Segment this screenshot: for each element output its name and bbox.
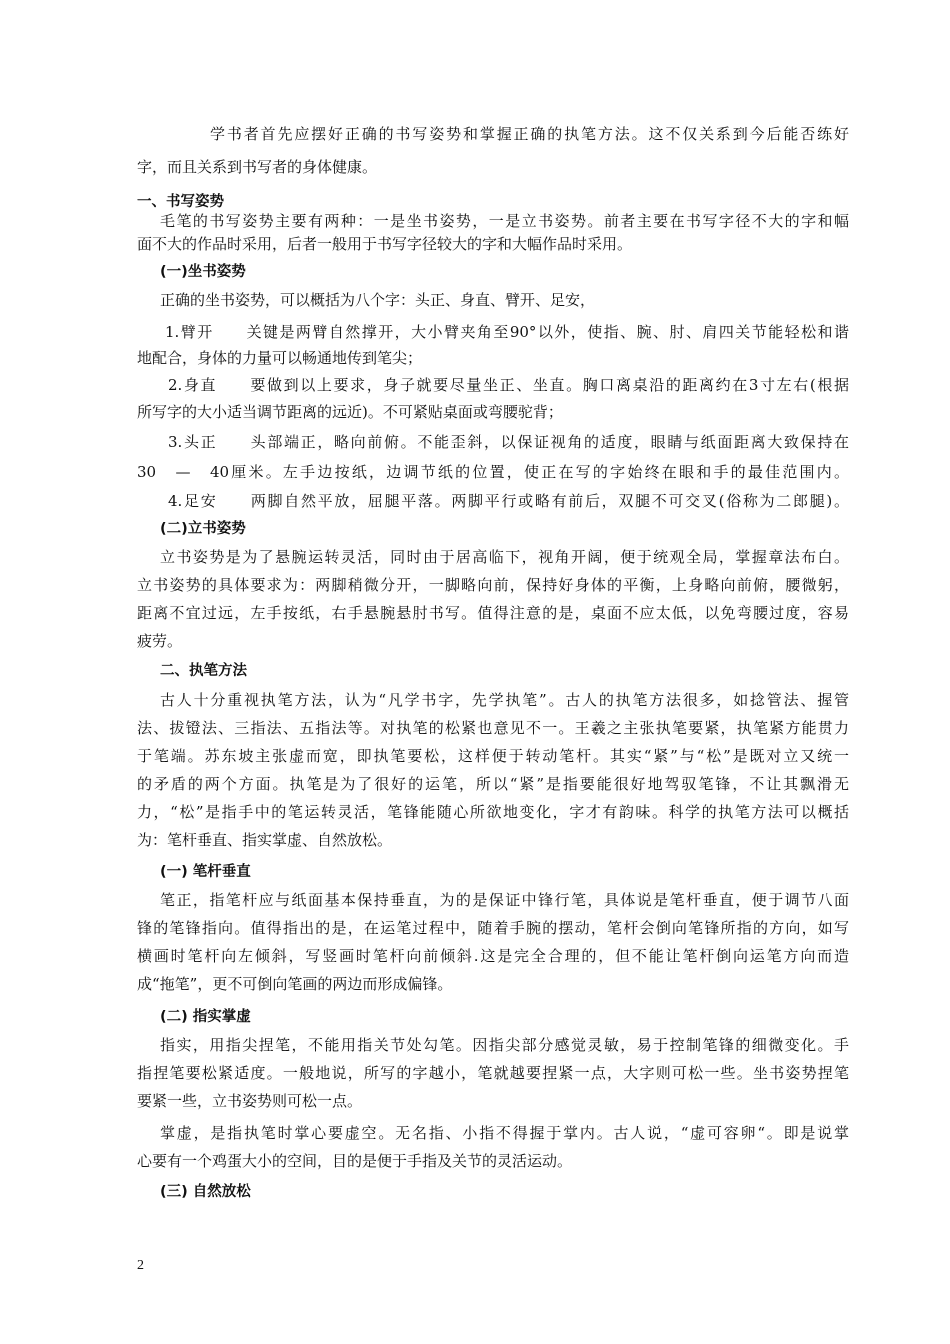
text-line-stand-1: 立书姿势是为了悬腕运转灵活，同时由于居高临下，视角开阔，便于统观全局，掌握章法布白。 — [160, 548, 849, 566]
text-line-feet-1: 4.足安 两脚自然平放，屈腿平落。两脚平行或略有前后，双腿不可交叉(俗称为二郎腿)。 — [168, 492, 849, 510]
text-line-finger-1: 指实，用指尖捏笔，不能用指关节处勾笔。因指尖部分感觉灵敏，易于控制笔锋的细微变化。手 — [160, 1036, 849, 1054]
page-number: 2 — [137, 1258, 144, 1273]
text-line-sitting-1: 正确的坐书姿势，可以概括为八个字：头正、身直、臂开、足安， — [160, 291, 596, 309]
text-line-body-1: 2.身直 要做到以上要求，身子就要尽量坐正、坐直。胸口离桌沿的距离约在3寸左右(根据 — [168, 376, 849, 394]
text-line-vert-2: 锋的笔锋指向。值得指出的是，在运笔过程中，随着手腕的摆动，笔杆会倒向笔锋所指的方向，如写 — [137, 919, 849, 937]
text-line-hold-2: 法、拔镫法、三指法、五指法等。对执笔的松紧也意见不一。王羲之主张执笔要紧，执笔紧方能贯力 — [137, 719, 849, 737]
text-line-h-finger: (二) 指实掌虚 — [160, 1009, 251, 1025]
text-line-posture-2: 面不大的作品时采用，后者一般用于书写字径较大的字和大幅作品时采用。 — [137, 235, 633, 253]
text-line-h-vertical: (一) 笔杆垂直 — [160, 864, 251, 880]
text-line-intro-1: 学书者首先应摆好正确的书写姿势和掌握正确的执笔方法。这不仅关系到今后能否练好 — [210, 125, 849, 143]
text-line-h-relax: (三) 自然放松 — [160, 1184, 251, 1200]
text-line-vert-3: 横画时笔杆向左倾斜，写竖画时笔杆向前倾斜.这是完全合理的，但不能让笔杆倒向运笔方向而造 — [137, 947, 849, 965]
text-line-stand-2: 立书姿势的具体要求为：两脚稍微分开，一脚略向前，保持好身体的平衡，上身略向前俯，腰微躬， — [137, 576, 849, 594]
text-line-hold-4: 的矛盾的两个方面。执笔是为了很好的运笔，所以“紧”是指要能很好地驾驭笔锋，不让其飘滑无 — [137, 775, 849, 793]
text-line-palm-2: 心要有一个鸡蛋大小的空间，目的是便于手指及关节的灵活运动。 — [137, 1152, 573, 1170]
text-line-vert-1: 笔正，指笔杆应与纸面基本保持垂直，为的是保证中锋行笔，具体说是笔杆垂直，便于调节八面 — [160, 891, 849, 909]
text-line-palm-1: 掌虚，是指执笔时掌心要虚空。无名指、小指不得握于掌内。古人说，“虚可容卵“。即是说掌 — [160, 1124, 849, 1142]
text-line-vert-4: 成“拖笔”，更不可倒向笔画的两边而形成偏锋。 — [137, 975, 453, 993]
text-line-hold-5: 力，“松”是指手中的笔运转灵活，笔锋能随心所欲地变化，字才有韵味。科学的执笔方法可以概括 — [137, 803, 849, 821]
text-line-head-1: 3.头正 头部端正，略向前俯。不能歪斜，以保证视角的适度，眼睛与纸面距离大致保持在 — [168, 433, 849, 451]
text-line-h-writing-posture: 一、书写姿势 — [137, 194, 224, 210]
text-line-h-standing: (二)立书姿势 — [160, 521, 246, 537]
text-line-head-2: 30 — 40厘米。左手边按纸，边调节纸的位置，使正在写的字始终在眼和手的最佳范围内。 — [137, 463, 849, 481]
text-line-finger-3: 要紧一些，立书姿势则可松一点。 — [137, 1092, 363, 1110]
text-line-finger-2: 指捏笔要松紧适度。一般地说，所写的字越小，笔就越要捏紧一点，大字则可松一些。坐书姿势捏笔 — [137, 1064, 849, 1082]
text-line-intro-2: 字，而且关系到书写者的身体健康。 — [137, 158, 378, 176]
text-line-hold-6: 为：笔杆垂直、指实掌虚、自然放松。 — [137, 831, 393, 849]
text-line-body-2: 所写字的大小适当调节距离的远近)。不可紧贴桌面或弯腰驼背； — [137, 403, 563, 421]
text-line-stand-4: 疲劳。 — [137, 632, 183, 650]
text-line-arm-2: 地配合，身体的力量可以畅通地传到笔尖； — [137, 349, 423, 367]
text-line-stand-3: 距离不宜过远，左手按纸，右手悬腕悬肘书写。值得注意的是，桌面不应太低，以免弯腰过度，容易 — [137, 604, 849, 622]
text-line-posture-1: 毛笔的书写姿势主要有两种：一是坐书姿势，一是立书姿势。前者主要在书写字径不大的字和幅 — [160, 212, 849, 230]
text-line-hold-1: 古人十分重视执笔方法，认为“凡学书字，先学执笔”。古人的执笔方法很多，如捻管法、握管 — [160, 691, 849, 709]
text-line-hold-3: 于笔端。苏东坡主张虚而宽，即执笔要松，这样便于转动笔杆。其实“紧”与“松”是既对立又统一 — [137, 747, 849, 765]
text-line-h-holding: 二、执笔方法 — [160, 663, 247, 679]
text-line-arm-1: 1.臂开 关键是两臂自然撑开，大小臂夹角至90°以外，使指、腕、肘、肩四关节能轻松和谐 — [165, 323, 849, 341]
text-line-h-sitting: (一)坐书姿势 — [160, 264, 246, 280]
